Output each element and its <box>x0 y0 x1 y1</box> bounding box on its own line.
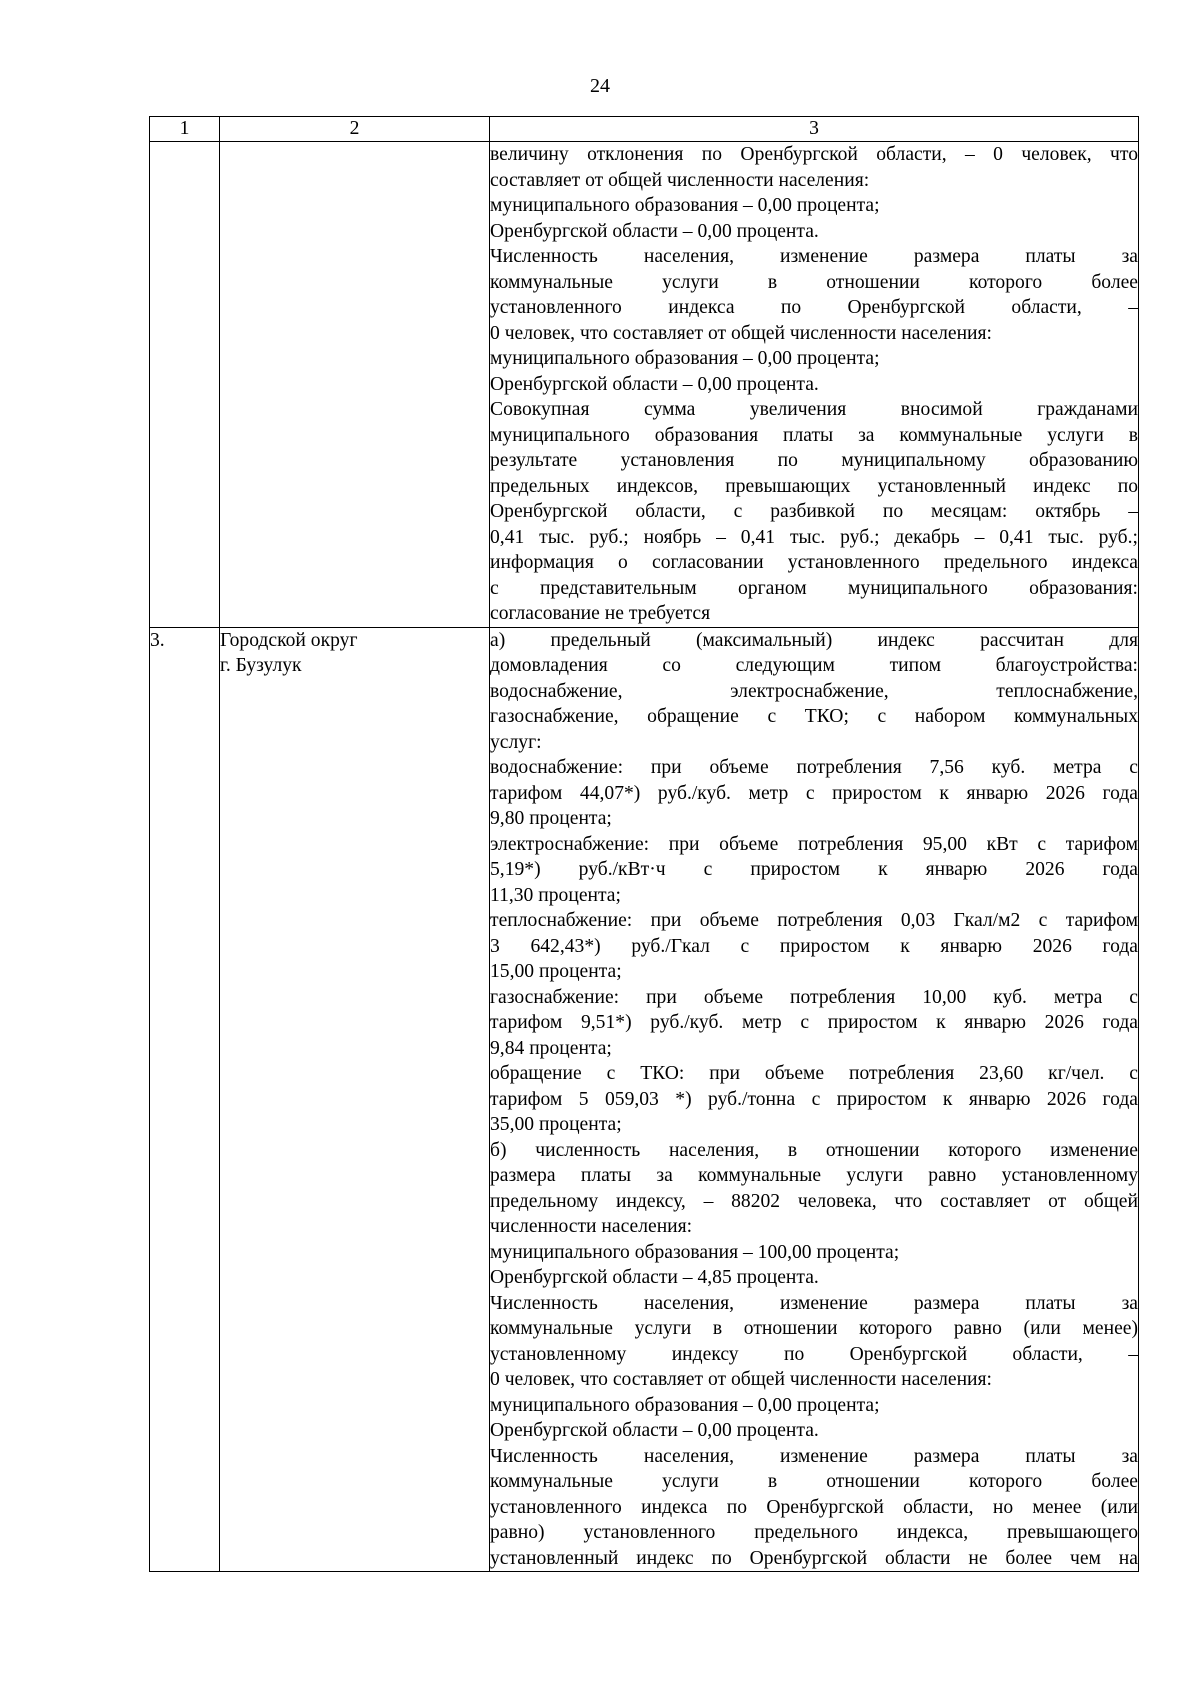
document-table <box>149 116 1139 1572</box>
text-line: предельному индексу, – 88202 человека, что составляет от общей <box>490 1190 1138 1212</box>
municipality-name-line: г. Бузулук <box>220 655 302 676</box>
text-line: численности населения: <box>490 1216 693 1237</box>
text-line: 11,30 процента; <box>490 884 621 906</box>
text-line: 15,00 процента; <box>490 961 622 982</box>
text-line: тарифом 5 059,03 *) руб./тонна с приростом к январю 2026 года <box>490 1088 1138 1110</box>
text-line: 0 человек, что составляет от общей численности населения: <box>490 1369 993 1390</box>
text-line: Оренбургской области, с разбивкой по месяцам: октябрь – <box>490 501 1138 522</box>
description-cell <box>490 627 1139 1572</box>
text-line: Оренбургской области – 0,00 процента. <box>490 1420 819 1441</box>
text-line: услуг: <box>490 731 542 753</box>
text-line: размера платы за коммунальные услуги равно установленному <box>490 1165 1138 1186</box>
text-line: составляет от общей численности населения: <box>490 169 870 191</box>
text-line: коммунальные услуги в отношении которого более <box>490 1471 1138 1492</box>
page-number: 24 <box>590 75 610 97</box>
row-number-cell <box>150 142 220 628</box>
text-line: согласование не требуется <box>490 603 711 624</box>
text-line: 9,84 процента; <box>490 1037 612 1059</box>
text-line: установленного индекса по Оренбургской области, но менее (или <box>490 1496 1138 1518</box>
text-line: Оренбургской области – 0,00 процента. <box>490 220 819 242</box>
text-line: результате установления по муниципальному образованию <box>490 450 1138 471</box>
text-line: муниципального образования – 0,00 процента; <box>490 1394 880 1416</box>
description-text <box>490 142 1138 627</box>
text-line: коммунальные услуги в отношении которого более <box>490 271 1138 293</box>
text-line: муниципального образования – 0,00 процента; <box>490 195 880 216</box>
text-line: Оренбургской области – 4,85 процента. <box>490 1267 819 1288</box>
text-line: водоснабжение: при объеме потребления 7,56 куб. метра с <box>490 757 1138 778</box>
text-line: 9,80 процента; <box>490 808 612 829</box>
text-line: Оренбургской области – 0,00 процента. <box>490 373 819 395</box>
text-line: 3 642,43*) руб./Гкал с приростом к январю 2026 года <box>490 935 1138 957</box>
municipality-cell <box>220 142 490 628</box>
column-header-2: 2 <box>220 117 490 142</box>
text-line: газоснабжение: при объеме потребления 10,00 куб. метра с <box>490 986 1138 1008</box>
text-line: равно) установленного предельного индекса, превышающего <box>490 1522 1138 1543</box>
table-row-3 <box>150 627 1139 1572</box>
text-line: водоснабжение, электроснабжение, теплоснабжение, <box>490 680 1138 702</box>
text-line: газоснабжение, обращение с ТКО; с набором коммунальных <box>490 706 1138 727</box>
column-header-1: 1 <box>150 117 220 142</box>
text-line: а) предельный (максимальный) индекс рассчитан для <box>490 629 1138 651</box>
text-line: установленному индексу по Оренбургской области, – <box>490 1343 1138 1365</box>
text-line: электроснабжение: при объеме потребления 95,00 кВт с тарифом <box>490 833 1138 855</box>
table-header-row <box>150 117 1139 142</box>
municipality-name-line: Городской округ <box>220 629 358 651</box>
text-line: 5,19*) руб./кВт·ч с приростом к январю 2026 года <box>490 859 1138 880</box>
text-line: Совокупная сумма увеличения вносимой гражданами <box>490 399 1138 420</box>
text-line: домовладения со следующим типом благоустройства: <box>490 655 1138 676</box>
text-line: 0 человек, что составляет от общей численности населения: <box>490 322 993 344</box>
text-line: муниципального образования платы за коммунальные услуги в <box>490 424 1138 446</box>
text-line: обращение с ТКО: при объеме потребления 23,60 кг/чел. с <box>490 1063 1138 1084</box>
text-line: информация о согласовании установленного предельного индекса <box>490 552 1138 573</box>
text-line: Численность населения, изменение размера платы за <box>490 246 1138 267</box>
text-line: 0,41 тыс. руб.; ноябрь – 0,41 тыс. руб.; декабрь – 0,41 тыс. руб.; <box>490 526 1138 548</box>
text-line: тарифом 44,07*) руб./куб. метр с приростом к январю 2026 года <box>490 782 1138 804</box>
row-number-cell: 3. <box>150 627 220 1572</box>
text-line: величину отклонения по Оренбургской области, – 0 человек, что <box>490 144 1138 165</box>
text-line: установленного индекса по Оренбургской области, – <box>490 297 1138 318</box>
text-line: теплоснабжение: при объеме потребления 0,03 Гкал/м2 с тарифом <box>490 910 1138 931</box>
text-line: Численность населения, изменение размера платы за <box>490 1445 1138 1467</box>
table-row-continued <box>150 142 1139 628</box>
municipality-cell <box>220 627 490 1572</box>
text-line: б) численность населения, в отношении которого изменение <box>490 1139 1138 1161</box>
text-line: коммунальные услуги в отношении которого равно (или менее) <box>490 1318 1138 1339</box>
text-line: предельных индексов, превышающих установленный индекс по <box>490 475 1138 497</box>
column-header-3: 3 <box>490 117 1139 142</box>
text-line: с представительным органом муниципального образования: <box>490 577 1138 599</box>
text-line: тарифом 9,51*) руб./куб. метр с приростом к январю 2026 года <box>490 1012 1138 1033</box>
text-line: установленный индекс по Оренбургской области не более чем на <box>490 1547 1138 1569</box>
description-cell <box>490 142 1139 628</box>
text-line: муниципального образования – 0,00 процента; <box>490 348 880 369</box>
text-line: муниципального образования – 100,00 процента; <box>490 1241 900 1263</box>
description-text <box>490 628 1138 1572</box>
text-line: Численность населения, изменение размера платы за <box>490 1292 1138 1314</box>
text-line: 35,00 процента; <box>490 1114 622 1135</box>
